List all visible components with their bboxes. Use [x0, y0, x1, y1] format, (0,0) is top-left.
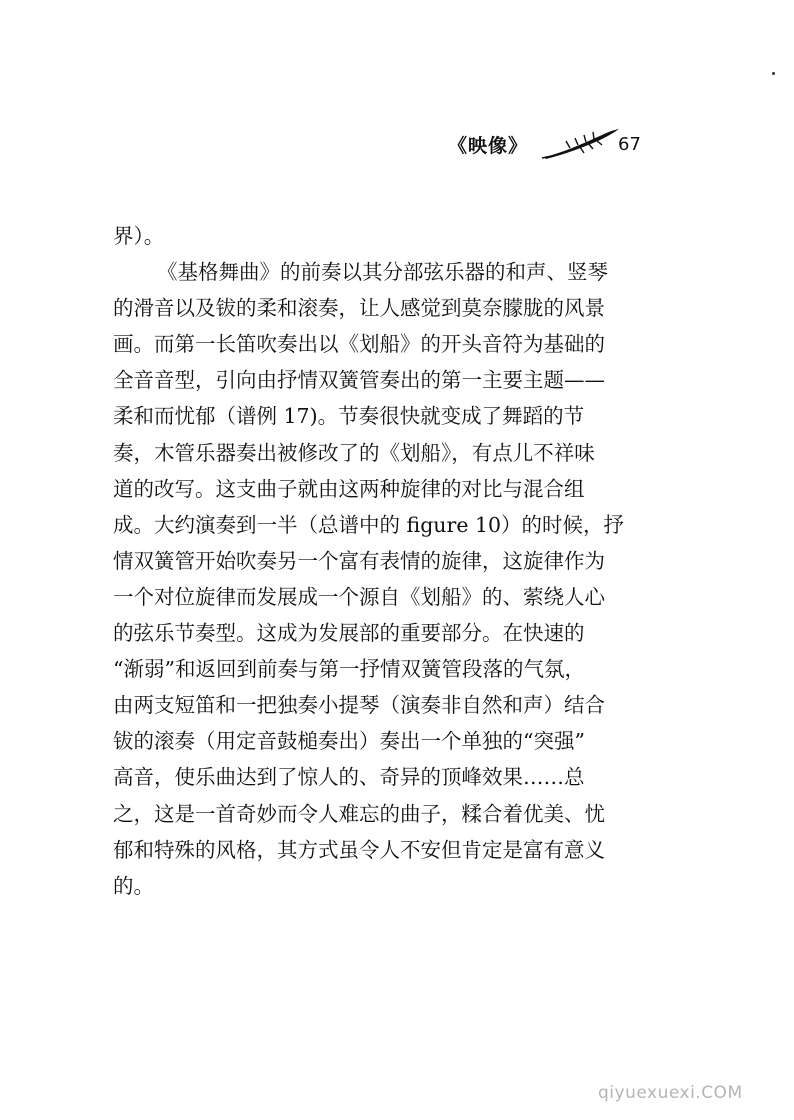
site-watermark: qiyuexuexi.COM	[598, 1083, 743, 1103]
scan-speck	[772, 72, 775, 75]
text-line: 的滑音以及钹的柔和滚奏，让人感觉到莫奈朦胧的风景	[113, 296, 605, 321]
page-number: 67	[618, 134, 641, 155]
text-line: 道的改写。这支曲子就由这两种旋律的对比与混合组	[113, 476, 585, 501]
body-text	[113, 218, 673, 904]
feather-ornament-icon	[540, 127, 622, 163]
text-line: “渐弱”和返回到前奏与第一抒情双簧管段落的气氛，	[113, 657, 585, 682]
text-line: 柔和而忧郁（谱例 17)。节奏很快就变成了舞蹈的节	[113, 404, 585, 429]
header-title: 《映像》	[448, 135, 529, 157]
text-line: 由两支短笛和一把独奏小提琴（演奏非自然和声）结合	[113, 693, 605, 718]
text-line: 的弦乐节奏型。这成为发展部的重要部分。在快速的	[113, 621, 585, 646]
running-header	[448, 127, 708, 167]
text-line: 一个对位旋律而发展成一个源自《划船》的、萦绕人心	[113, 584, 605, 609]
text-line: 界）。	[113, 224, 165, 248]
text-line: 成。大约演奏到一半（总谱中的 figure 10）的时候，抒	[113, 512, 625, 537]
text-line: 的。	[113, 873, 154, 898]
text-line: 画。而第一长笛吹奏出以《划船》的开头音符为基础的	[113, 332, 605, 357]
text-line: 全音音型，引向由抒情双簧管奏出的第一主要主题——	[113, 368, 605, 393]
text-line: 高音，使乐曲达到了惊人的、奇异的顶峰效果……总	[113, 765, 585, 790]
text-line: 奏，木管乐器奏出被修改了的《划船》，有点儿不祥味	[113, 440, 595, 465]
text-line: 钹的滚奏（用定音鼓槌奏出）奏出一个单独的“突强”	[113, 729, 585, 754]
text-line: 郁和特殊的风格，其方式虽令人不安但肯定是富有意义	[113, 837, 605, 862]
text-line: 之，这是一首奇妙而令人难忘的曲子，糅合着优美、忧	[113, 801, 605, 826]
text-line: 情双簧管开始吹奏另一个富有表情的旋律，这旋律作为	[113, 548, 605, 573]
text-line: 《基格舞曲》的前奏以其分部弦乐器的和声、竖琴	[157, 260, 608, 285]
